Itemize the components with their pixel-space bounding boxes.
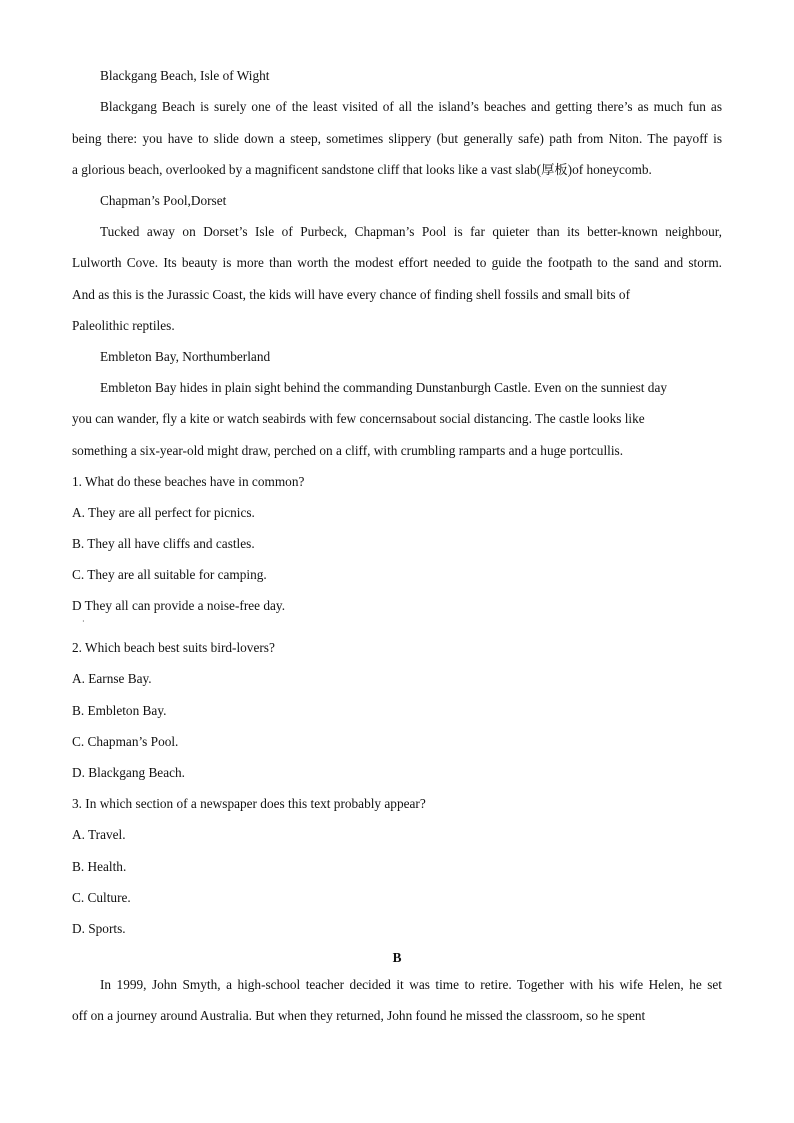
question-3-option-c: C. Culture.: [72, 890, 131, 905]
question-3-option-b: B. Health.: [72, 859, 127, 874]
section-b-heading: B: [392, 950, 402, 965]
beach2-title: Chapman’s Pool,Dorset: [100, 193, 227, 208]
beach3-text-line-3: something a six-year-old might draw, perched on a cliff, with crumbling ramparts and a huge portcullis.: [72, 443, 624, 458]
beach3-text-line-1: Embleton Bay hides in plain sight behind the commanding Dunstanburgh Castle. Even on the sunniest day: [100, 380, 668, 395]
question-2: 2. Which beach best suits bird-lovers?: [72, 640, 275, 655]
beach3-title: Embleton Bay, Northumberland: [100, 349, 271, 364]
question-3: 3. In which section of a newspaper does this text probably appear?: [72, 796, 426, 811]
question-2-option-a: A. Earnse Bay.: [72, 671, 152, 686]
beach1-text-line-1: Blackgang Beach is surely one of the least visited of all the island’s beaches and getting there’s as much fun as: [100, 99, 722, 114]
section-b-text-line-1: In 1999, John Smyth, a high-school teacher decided it was time to retire. Together with his wife Helen, he set: [100, 977, 722, 992]
beach3-text-line-2: you can wander, fly a kite or watch seabirds with few concernsabout social distancing. The castle looks like: [72, 411, 645, 426]
question-3-option-a: A. Travel.: [72, 827, 126, 842]
beach2-text-line-2: Lulworth Cove. Its beauty is more than worth the modest effort needed to guide the footpath to the sand and storm.: [72, 255, 722, 270]
question-1-option-b: B. They all have cliffs and castles.: [72, 536, 255, 551]
question-3-option-d: D. Sports.: [72, 921, 126, 936]
question-1: 1. What do these beaches have in common?: [72, 474, 305, 489]
question-1-option-c: C. They are all suitable for camping.: [72, 567, 267, 582]
beach1-title: Blackgang Beach, Isle of Wight: [100, 68, 270, 83]
stray-mark: ·: [82, 617, 85, 626]
question-2-option-c: C. Chapman’s Pool.: [72, 734, 179, 749]
question-2-option-d: D. Blackgang Beach.: [72, 765, 185, 780]
beach1-text-line-3: a glorious beach, overlooked by a magnificent sandstone cliff that looks like a vast slab(厚板)of honeycomb.: [72, 162, 652, 177]
beach2-text-line-3: And as this is the Jurassic Coast, the kids will have every chance of finding shell fossils and small bits of: [72, 287, 631, 302]
beach2-text-line-4: Paleolithic reptiles.: [72, 318, 175, 333]
beach1-text-line-2: being there: you have to slide down a steep, sometimes slippery (but generally safe) path from Niton. The payoff is: [72, 131, 722, 146]
question-1-option-a: A. They are all perfect for picnics.: [72, 505, 255, 520]
question-2-option-b: B. Embleton Bay.: [72, 703, 167, 718]
section-b-text-line-2: off on a journey around Australia. But when they returned, John found he missed the classroom, so he spent: [72, 1008, 646, 1023]
beach2-text-line-1: Tucked away on Dorset’s Isle of Purbeck, Chapman’s Pool is far quieter than its better-known neighbour,: [100, 224, 722, 239]
question-1-option-d: D They all can provide a noise-free day.: [72, 598, 286, 613]
